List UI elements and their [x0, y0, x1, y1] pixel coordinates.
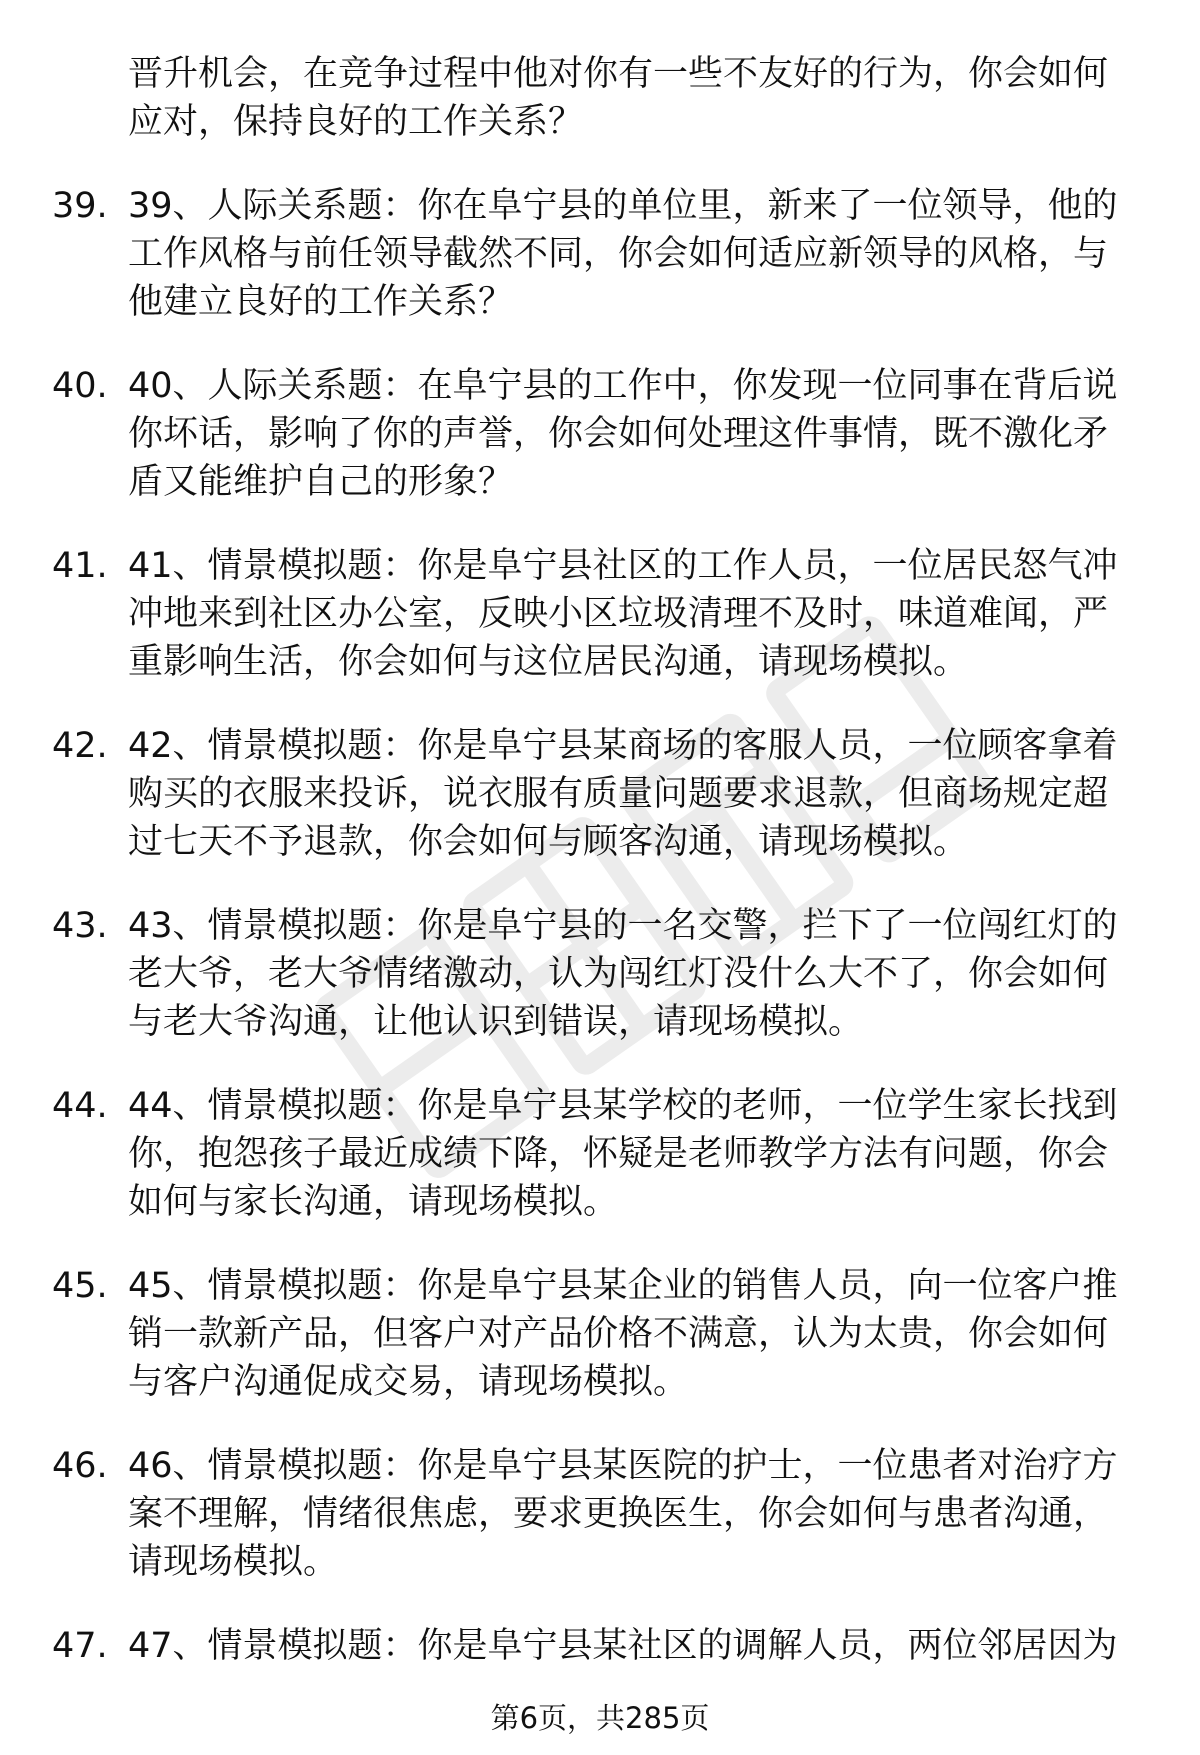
- list-item-text: 42、情景模拟题：你是阜宁县某商场的客服人员，一位顾客拿着购买的衣服来投诉，说衣服有质量问题要求退款，但商场规定超过七天不予退款，你会如何与顾客沟通，请现场模拟。: [128, 726, 1118, 862]
- list-item: [0, 1442, 1200, 1586]
- list-item: [0, 1622, 1200, 1670]
- list-item-number: 39.: [52, 186, 108, 226]
- list-item: [0, 182, 1200, 326]
- list-item-number: 40.: [52, 366, 108, 406]
- list-item-text: 45、情景模拟题：你是阜宁县某企业的销售人员，向一位客户推销一款新产品，但客户对产品价格不满意，认为太贵，你会如何与客户沟通促成交易，请现场模拟。: [128, 1266, 1118, 1402]
- list-item: [0, 902, 1200, 1046]
- list-item-number: 47.: [52, 1626, 108, 1666]
- page-footer: 第6页，共285页: [490, 1701, 710, 1735]
- list-item-text: 40、人际关系题：在阜宁县的工作中，你发现一位同事在背后说你坏话，影响了你的声誉，你会如何处理这件事情，既不激化矛盾又能维护自己的形象？: [128, 366, 1118, 502]
- list-item: [0, 1082, 1200, 1226]
- list-item-text: 39、人际关系题：你在阜宁县的单位里，新来了一位领导，他的工作风格与前任领导截然不同，你会如何适应新领导的风格，与他建立良好的工作关系？: [128, 186, 1118, 322]
- list-item-text: 47、情景模拟题：你是阜宁县某社区的调解人员，两位邻居因为: [128, 1626, 1118, 1666]
- list-item: [0, 722, 1200, 866]
- document-content: [0, 50, 1200, 1706]
- list-item: [0, 542, 1200, 686]
- list-item-number: 43.: [52, 906, 108, 946]
- list-item-number: 42.: [52, 726, 108, 766]
- list-item-text: 43、情景模拟题：你是阜宁县的一名交警，拦下了一位闯红灯的老大爷，老大爷情绪激动，认为闯红灯没什么大不了，你会如何与老大爷沟通，让他认识到错误，请现场模拟。: [128, 906, 1118, 1042]
- continued-paragraph: 晋升机会，在竞争过程中他对你有一些不友好的行为，你会如何应对，保持良好的工作关系？: [128, 54, 1109, 142]
- list-item-text: 44、情景模拟题：你是阜宁县某学校的老师，一位学生家长找到你，抱怨孩子最近成绩下降，怀疑是老师教学方法有问题，你会如何与家长沟通，请现场模拟。: [128, 1086, 1118, 1222]
- list-item-number: 41.: [52, 546, 108, 586]
- list-item-text: 41、情景模拟题：你是阜宁县社区的工作人员，一位居民怒气冲冲地来到社区办公室，反映小区垃圾清理不及时，味道难闻，严重影响生活，你会如何与这位居民沟通，请现场模拟。: [128, 546, 1118, 682]
- list-item-number: 45.: [52, 1266, 108, 1306]
- list-item-text: 46、情景模拟题：你是阜宁县某医院的护士，一位患者对治疗方案不理解，情绪很焦虑，要求更换医生，你会如何与患者沟通，请现场模拟。: [128, 1446, 1118, 1582]
- list-item: [0, 1262, 1200, 1406]
- list-item-number: 46.: [52, 1446, 108, 1486]
- list-item-number: 44.: [52, 1086, 108, 1126]
- list-item: [0, 362, 1200, 506]
